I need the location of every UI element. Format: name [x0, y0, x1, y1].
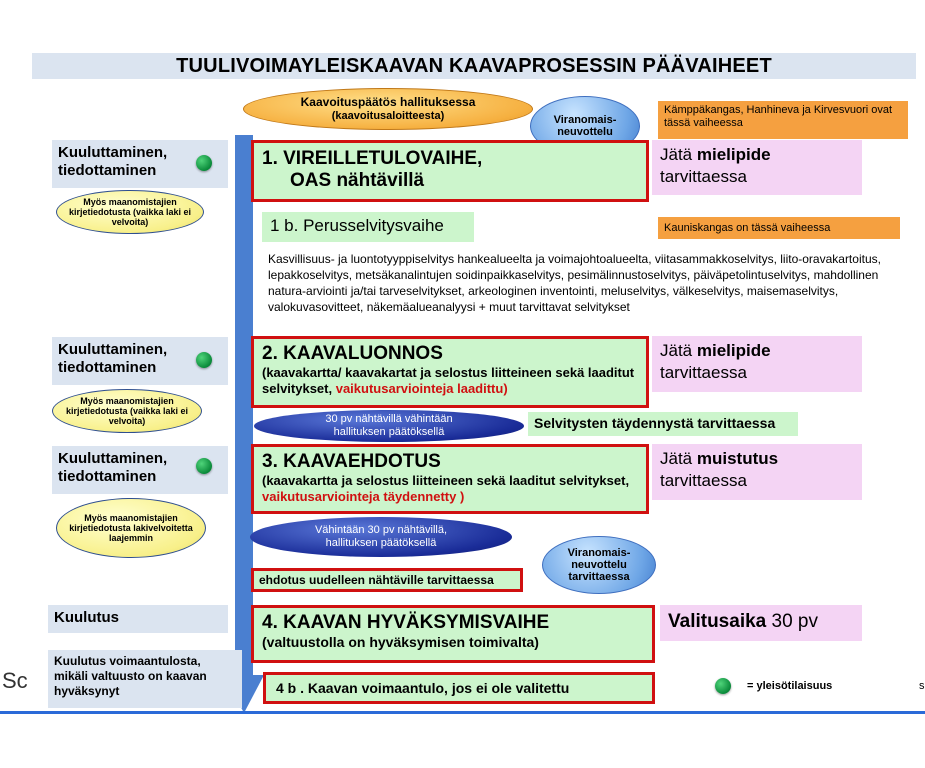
phase-4b-box: 4 b . Kaavan voimaantulo, jos ei ole valitettu [263, 672, 655, 704]
bottom-divider [0, 711, 925, 714]
viranomais2-line1: Viranomais- [567, 547, 631, 559]
phase-3-sub-red: vaikutusarviointeja täydennetty [262, 489, 457, 504]
public-event-dot-icon [196, 155, 212, 171]
phase-3-action-prefix: Jätä [660, 449, 697, 468]
phase-1-action-prefix: Jätä [660, 145, 697, 164]
kirjetiedotus-oval-2: Myös maanomistajien kirjetiedotusta (vaikka laki ei velvoita) [52, 389, 202, 433]
selvitysten-taydennys: Selvitysten täydennystä tarvittaessa [528, 412, 798, 436]
phase-4-box [251, 605, 655, 663]
phase-2-action-bold: mielipide [696, 341, 771, 360]
viranomais1-line2: neuvottelu [557, 126, 613, 138]
viranomais2-line3: tarvittaessa [568, 571, 630, 583]
blue-oval-1-line1: 30 pv nähtävillä vähintään [325, 413, 453, 425]
phase-3-box [251, 444, 649, 514]
kaavoitus-line2: (kaavoitusaloitteesta) [331, 110, 445, 122]
kuulutus-box [48, 605, 228, 633]
viranomaisneuvottelu-tarvittaessa-bubble [542, 536, 656, 594]
edge-char: s [919, 680, 925, 692]
kaavoitus-oval [243, 88, 533, 130]
phase-3-sub-end: ) [456, 489, 465, 504]
phase-3-action-bold: muistutus [696, 449, 779, 468]
phase-4-action-end: 30 pv [766, 611, 818, 632]
phase-1-box [251, 140, 649, 202]
phase-2-title: 2. KAAVALUONNOS [262, 343, 443, 364]
phase-2-action [652, 336, 862, 392]
cut-off-text: Sc [2, 668, 28, 693]
phase-1-action [652, 140, 862, 195]
legend-dot-icon [715, 678, 731, 694]
phase-1b-box: 1 b. Perusselvitysvaihe [262, 212, 474, 242]
kuulutus-label: Kuulutus [54, 609, 119, 626]
kirjetiedotus-oval-3: Myös maanomistajien kirjetiedotusta lakivelvoitetta laajemmin [56, 498, 206, 558]
ehdotus-uudelleen-box: ehdotus uudelleen nähtäville tarvittaessa [251, 568, 523, 592]
nahtavilla-oval-2 [250, 517, 512, 557]
page-title: TUULIVOIMAYLEISKAAVAN KAAVAPROSESSIN PÄÄVAIHEET [176, 55, 772, 77]
phase-1-line2: OAS nähtävillä [290, 170, 425, 191]
kuuluttaminen-label-3: Kuuluttaminen, tiedottaminen [58, 450, 168, 485]
selvitykset-text: Kasvillisuus- ja luontotyyppiselvitys hankealueelta ja voimajohtoalueelta, viitasammakkoselvitys, liito-oravakartoitus, lepakkoselvitys, metsäkanalintujen soidinpaikkaselvitys, pesimälinnustoselvitys, päiväpetolintuselvitys, mahdollinen natura-arviointi ja/tai tarveselvitykset, arkeologinen inventointi, meluselvitys, välkeselvitys, maisemaselvitys, valokuvasovitteet, näkemäalueanalyysi + muut tarvittavat selvitykset [268, 252, 881, 314]
phase-4-title: 4. KAAVAN HYVÄKSYMISVAIHE [262, 612, 550, 633]
phase-4-action-bold: Valitusaika [668, 611, 767, 632]
viranomais2-line2: neuvottelu [571, 559, 627, 571]
phase-2-box [251, 336, 649, 408]
phase-3-title: 3. KAAVAEHDOTUS [262, 451, 441, 472]
phase-1-line1: 1. VIREILLETULOVAIHE, [262, 148, 483, 169]
phase-2-sub-red: vaikutusarviointeja laadittu) [335, 381, 508, 396]
kaavoitus-line1: Kaavoituspäätös hallituksessa [300, 95, 476, 109]
kuuluttaminen-label-2: Kuuluttaminen, tiedottaminen [58, 341, 168, 376]
kuulutus-voimaantulo-box [48, 650, 242, 708]
phase-1-action-end: tarvittaessa [660, 167, 747, 186]
nahtavilla-oval-1 [254, 410, 524, 442]
phase-3-action-end: tarvittaessa [660, 471, 747, 490]
public-event-dot-icon [196, 352, 212, 368]
phase-4-action [660, 605, 862, 641]
phase-2-sub: (kaavakartta/ kaavakartat ja selostus liitteineen sekä laaditut selvitykset, [262, 365, 635, 396]
phase-3-action [652, 444, 862, 500]
phase-1-action-bold: mielipide [696, 145, 771, 164]
kuuluttaminen-label-1: Kuuluttaminen, tiedottaminen [58, 144, 168, 179]
status-note-first: Kämppäkangas, Hanhineva ja Kirvesvuori ovat tässä vaiheessa [658, 101, 908, 139]
blue-oval-2-line1: Vähintään 30 pv nähtävillä, [314, 524, 448, 536]
blue-oval-1-line2: hallituksen päätöksellä [333, 426, 445, 438]
phase-2-action-end: tarvittaessa [660, 363, 747, 382]
blue-oval-2-line2: hallituksen päätöksellä [325, 537, 437, 549]
status-note-second: Kauniskangas on tässä vaiheessa [658, 217, 900, 239]
phase-2-action-prefix: Jätä [660, 341, 697, 360]
public-event-dot-icon [196, 458, 212, 474]
viranomais1-line1: Viranomais- [553, 114, 617, 126]
kirjetiedotus-oval-1: Myös maanomistajien kirjetiedotusta (vaikka laki ei velvoita) [56, 190, 204, 234]
phase-3-sub: (kaavakartta ja selostus liitteineen sekä laaditut selvitykset, [262, 473, 630, 488]
legend-label: = yleisötilaisuus [747, 680, 833, 692]
kuulutus-voimaantulo-label: Kuulutus voimaantulosta, mikäli valtuusto on kaavan hyväksynyt [54, 654, 207, 698]
phase-4-sub: (valtuustolla on hyväksymisen toimivalta) [262, 634, 539, 650]
